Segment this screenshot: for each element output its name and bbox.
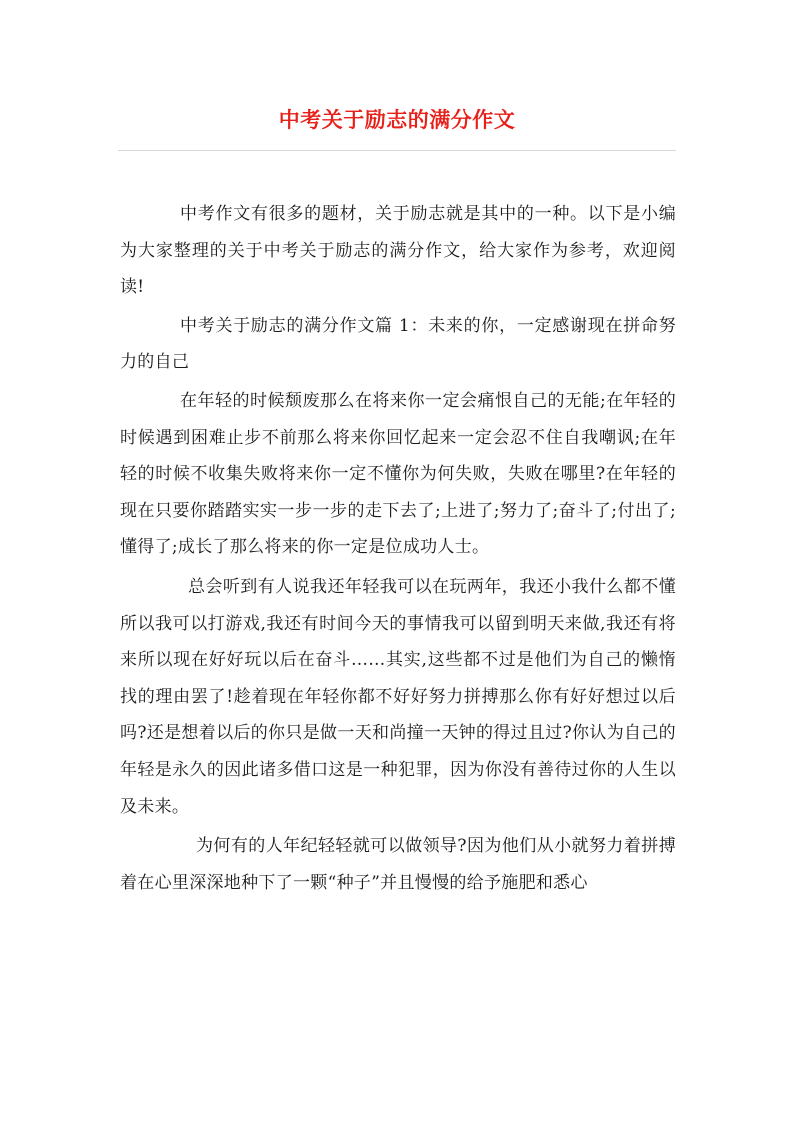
title-divider <box>118 150 676 151</box>
body-paragraph-1: 在年轻的时候颓废那么在将来你一定会痛恨自己的无能;在年轻的时候遇到困难止步不前那么将来你回忆起来一定会忍不住自我嘲讽;在年轻的时候不收集失败将来你一定不懂你为何失败，失败在哪里?在年轻的现在只要你踏踏实实一步一步的走下去了;上进了;努力了;奋斗了;付出了;懂得了;成长了那么将来的你一定是位成功人士。 <box>120 390 676 558</box>
document-body <box>120 196 676 901</box>
body-paragraph-2: 总会听到有人说我还年轻我可以在玩两年，我还小我什么都不懂所以我可以打游戏,我还有时间今天的事情我可以留到明天来做,我还有将来所以现在好好玩以后在奋斗……其实,这些都不过是他们为自己的懒惰找的理由罢了!趁着现在年轻你都不好好努力拼搏那么你有好好想过以后吗?还是想着以后的你只是做一天和尚撞一天钟的得过且过?你认为自己的年轻是永久的因此诸多借口这是一种犯罪，因为你没有善待过你的人生以及未来。 <box>120 576 676 817</box>
document-title: 中考关于励志的满分作文 <box>278 108 516 132</box>
body-paragraph-3: 为何有的人年纪轻轻就可以做领导?因为他们从小就努力着拼搏着在心里深深地种下了一颗“种子”并且慢慢的给予施肥和悉心 <box>120 836 676 893</box>
essay-heading: 中考关于励志的满分作文篇 1：未来的你，一定感谢现在拼命努力的自己 <box>120 315 676 373</box>
intro-paragraph: 中考作文有很多的题材，关于励志就是其中的一种。以下是小编为大家整理的关于中考关于励志的满分作文，给大家作为参考，欢迎阅读! <box>120 204 676 298</box>
